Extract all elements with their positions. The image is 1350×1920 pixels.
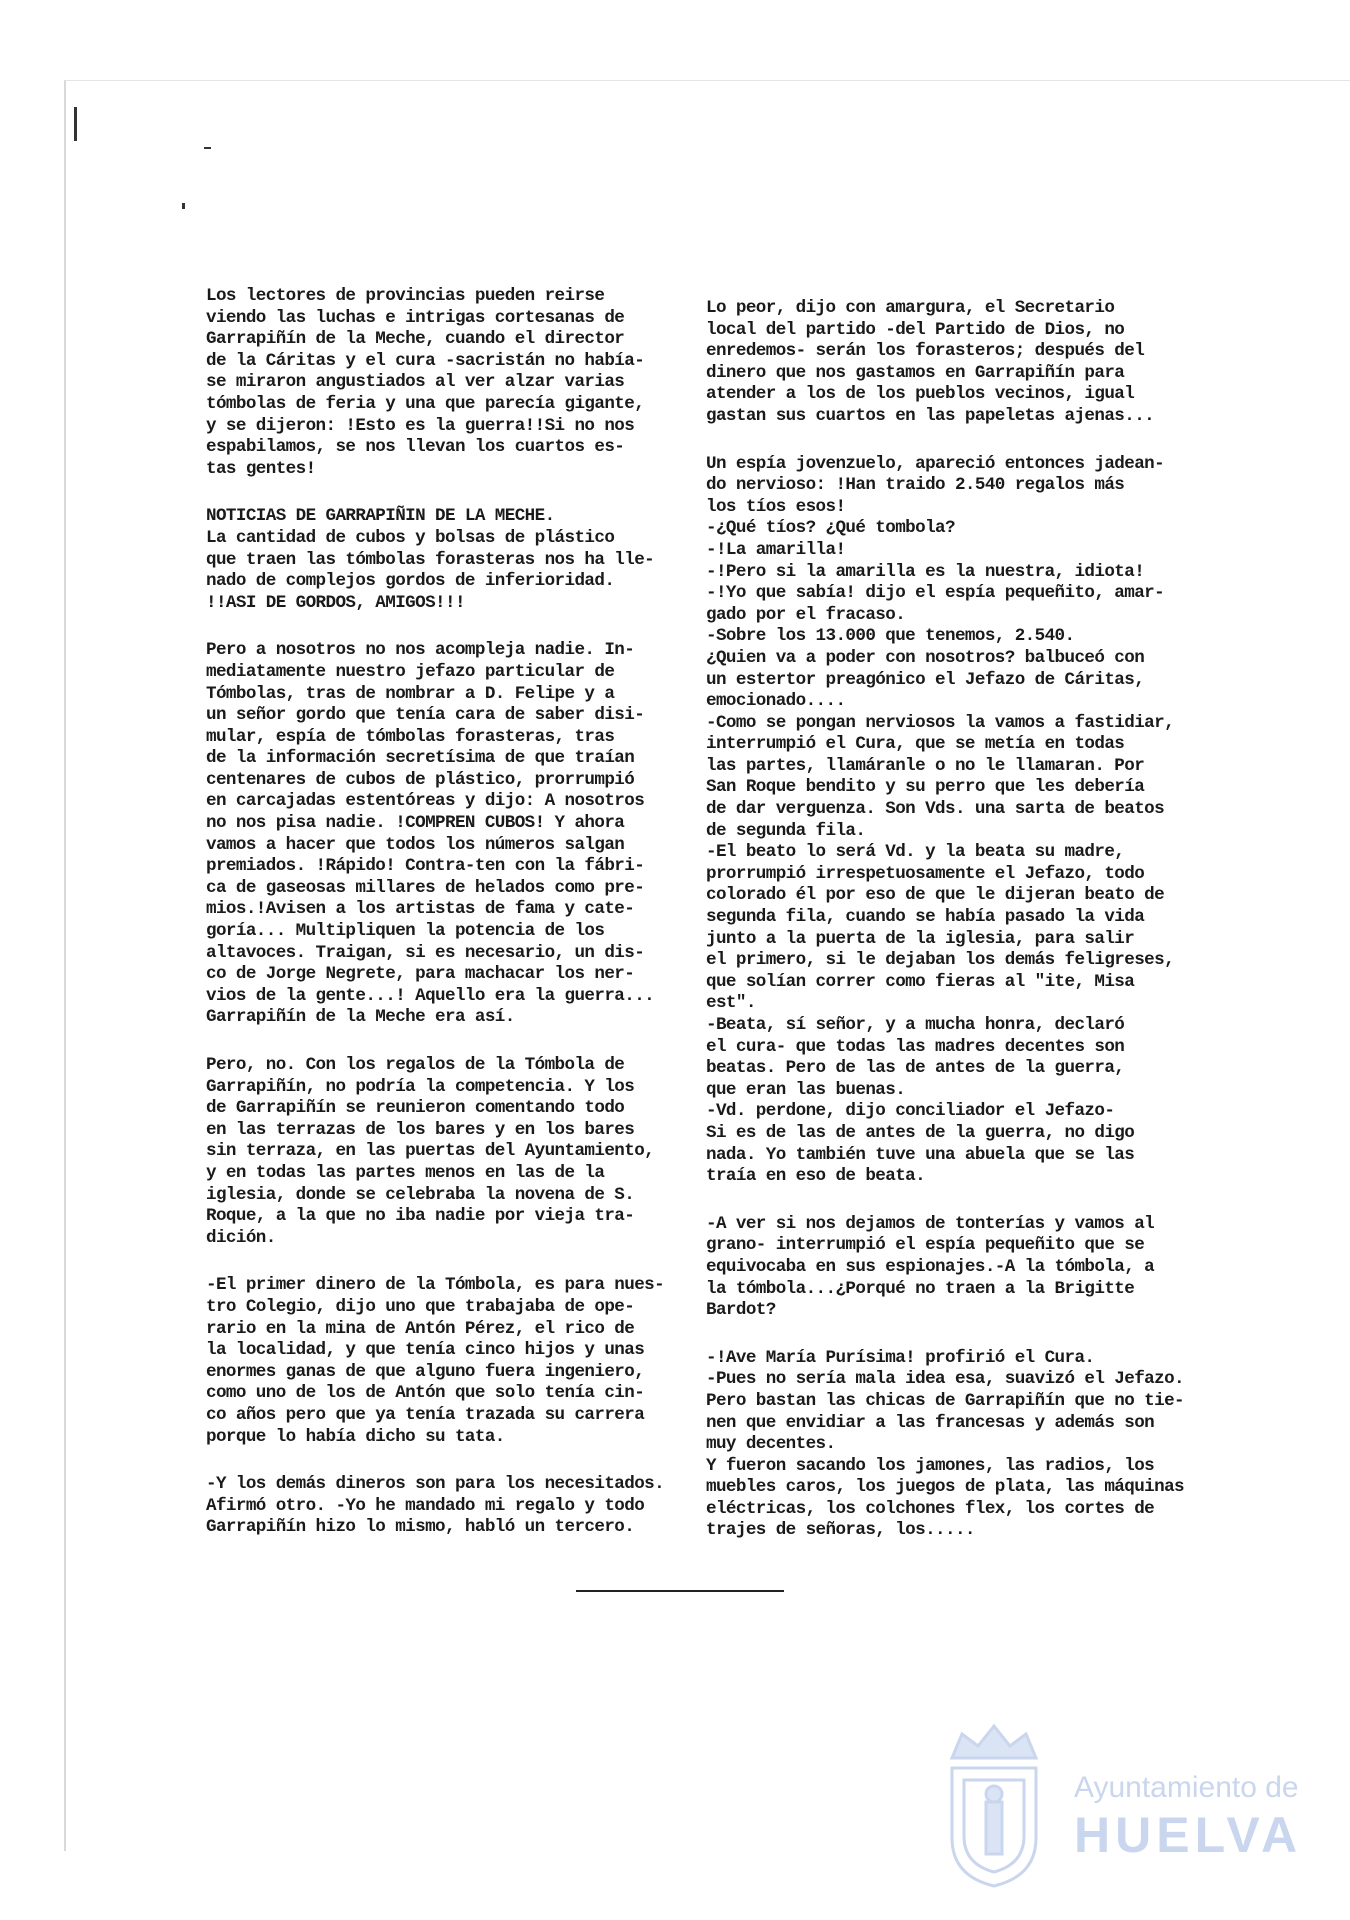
watermark-line2: HUELVA [1074,1807,1303,1863]
paragraph: Los lectores de provincias pueden reirse viendo las luchas e intrigas cortesanas de Garrapiñín de la Meche, cuando el director de la Cáritas y el cura -sacristán no había- se miraron angustiados al ver alzar varias tómbolas de feria y una que parecía gigante, y se dijeron: !Esto es la guerra!!Si no nos espabilamos, se nos llevan los cuartos es- tas gentes! [206,286,645,479]
end-rule [576,1590,784,1592]
paragraph: Un espía jovenzuelo, apareció entonces jadean- do nervioso: !Han traido 2.540 regalos más los tíos esos! -¿Qué tíos? ¿Qué tombola? -!La amarilla! -!Pero si la amarilla es la nuestra, idiota! -!Yo que sabía! dijo el espía pequeñito, amar- gado por el fracaso. -Sobre los 13.000 que tenemos, 2.540. ¿Quien va a poder con nosotros? balbuceó con un estertor preagónico el Jefazo de Cáritas, emocionado.... -Como se pongan nerviosos la vamos a fastidiar, interrumpió el Cura, que se metía en todas las partes, llamáranle o no le llamaran. Por San Roque bendito y su perro que les debería de dar verguenza. Son Vds. una sarta de beatos de segunda fila. -El beato lo será Vd. y la beata su madre, prorrumpió irrespetuosamente el Jefazo, todo colorado él por eso de que le dijeran beato de segunda fila, cuando se había pasado la vida junto a la puerta de la iglesia, para salir el primero, si le dejaban los demás feligreses, que solían correr como fieras al "ite, Misa est". -Beata, sí señor, y a mucha honra, declaró el cura- que todas las madres decentes son beatas. Pero de las de antes de la guerra, que eran las buenas. -Vd. perdone, dijo conciliador el Jefazo- Si es de las de antes de la guerra, no digo nada. Yo también tuve una abuela que se las traía en eso de beata. [706,453,1175,1187]
paragraph: Pero, no. Con los regalos de la Tómbola de Garrapiñín, no podría la competencia. Y los de Garrapiñín se reunieron comentando todo en las terrazas de los bares y en los bares sin terraza, en las puertas del Ayuntamiento, y en todas las partes menos en las de la iglesia, donde se celebraba la novena de S. Roque, a la que no iba nadie por vieja tra- dición. [206,1055,655,1248]
paragraph: Pero a nosotros no nos acompleja nadie. In- mediatamente nuestro jefazo particular de Tómbolas, tras de nombrar a D. Felipe y a un señor gordo que tenía cara de saber disi- mular, espía de tómbolas forasteras, tras de la información secretísima de que traían centenares de cubos de plástico, prorrumpió en carcajadas estentóreas y dijo: A nosotros no nos pisa nadie. !COMPREN CUBOS! Y ahora vamos a hacer que todos los números salgan premiados. !Rápido! Contra-ten con la fábri- ca de gaseosas millares de helados como pre- mios.!Avisen a los artistas de fama y cate- goría... Multipliquen la potencia de los altavoces. Traigan, si es necesario, un dis- co de Jorge Negrete, para machacar los ner- vios de la gente...! Aquello era la guerra... Garrapiñín de la Meche era así. [206,640,655,1028]
paragraph: NOTICIAS DE GARRAPIÑIN DE LA MECHE. La cantidad de cubos y bolsas de plástico que traen las tómbolas forasteras nos ha lle- nado de complejos gordos de inferioridad. !!ASI DE GORDOS, AMIGOS!!! [206,506,655,613]
paragraph: -A ver si nos dejamos de tonterías y vamos al grano- interrumpió el espía pequeñito que se equivocaba en sus espionajes.-A la tómbola, a la tómbola...¿Porqué no traen a la Brigitte Bardot? [706,1213,1155,1321]
paragraph: -Y los demás dineros son para los necesitados. Afirmó otro. -Yo he mandado mi regalo y todo Garrapiñín hizo lo mismo, habló un tercero. [206,1474,665,1538]
speck-mark [204,147,211,149]
punch-mark [74,107,77,141]
paragraph: -El primer dinero de la Tómbola, es para nues- tro Colegio, dijo uno que trabajaba de ope- rario en la mina de Antón Pérez, el rico de la localidad, y que tenía cinco hijos y unas enormes ganas de que alguno fuera ingeniero, como uno de los de Antón que solo tenía cin- co años pero que ya tenía trazada su carrera porque lo había dicho su tata. [206,1275,665,1447]
watermark-line1: Ayuntamiento de [1074,1771,1299,1804]
speck-mark [182,203,185,209]
paragraph: -!Ave María Purísima! profirió el Cura. -Pues no sería mala idea esa, suavizó el Jefazo. Pero bastan las chicas de Garrapiñín que no tie- nen que envidiar a las francesas y además son muy decentes. Y fueron sacando los jamones, las radios, los muebles caros, los juegos de plata, las máquinas eléctricas, los colchones flex, los cortes de trajes de señoras, los..... [706,1347,1184,1541]
paragraph: Lo peor, dijo con amargura, el Secretario local del partido -del Partido de Dios, no enredemos- serán los forasteros; después del dinero que nos gastamos en Garrapiñín para atender a los de los pueblos vecinos, igual gastan sus cuartos en las papeletas ajenas... [706,298,1155,426]
right-column [706,298,1226,1568]
watermark-text [1074,1770,1302,1864]
left-column [206,286,696,1565]
city-seal-icon [938,1718,1050,1890]
